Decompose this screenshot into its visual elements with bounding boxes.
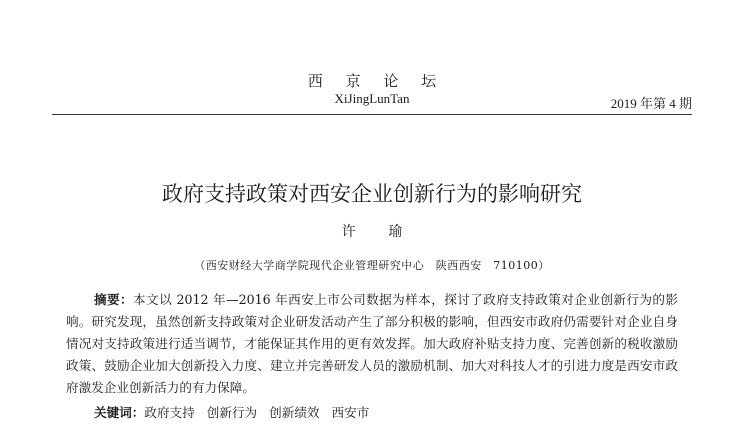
- keyword-item: 政府支持: [144, 405, 195, 420]
- keyword-item: 西安市: [331, 405, 370, 420]
- abstract-label: 摘要：: [94, 292, 134, 307]
- article-title: 政府支持政策对西安企业创新行为的影响研究: [162, 182, 582, 206]
- abstract-text: 本文以 2012 年—2016 年西安上市公司数据为样本，探讨了政府支持政策对企业创新行为的影响。研究发现，虽然创新支持政策对企业研发活动产生了部分积极的影响，但西安市政府仍需要针对企业自身情况对支持政策进行适当调节，才能保证其作用的更有效发挥。加大政府补贴支持力度、完善创新的税收激励政策、鼓励企业加大创新投入力度、建立并完善研发人员的激励机制、加大对科技人才的引进力度是西安市政府激发企业创新活力的有力保障。: [66, 292, 678, 395]
- author-affiliation: （西安财经大学商学院现代企业管理研究中心 陕西西安 710100）: [194, 259, 550, 272]
- journal-name-en: XiJingLunTan: [334, 91, 410, 106]
- issue-number: 2019 年第 4 期: [610, 96, 692, 111]
- article-author: 许 瑜: [341, 224, 417, 240]
- keyword-item: 创新行为: [206, 405, 258, 420]
- keyword-item: 创新绩效: [269, 405, 320, 420]
- journal-name-cn: 西 京 论 坛: [307, 72, 446, 90]
- keywords-label: 关键词：: [94, 405, 145, 420]
- abstract: [66, 289, 678, 399]
- keywords: [94, 402, 381, 421]
- header-rule: [52, 114, 692, 115]
